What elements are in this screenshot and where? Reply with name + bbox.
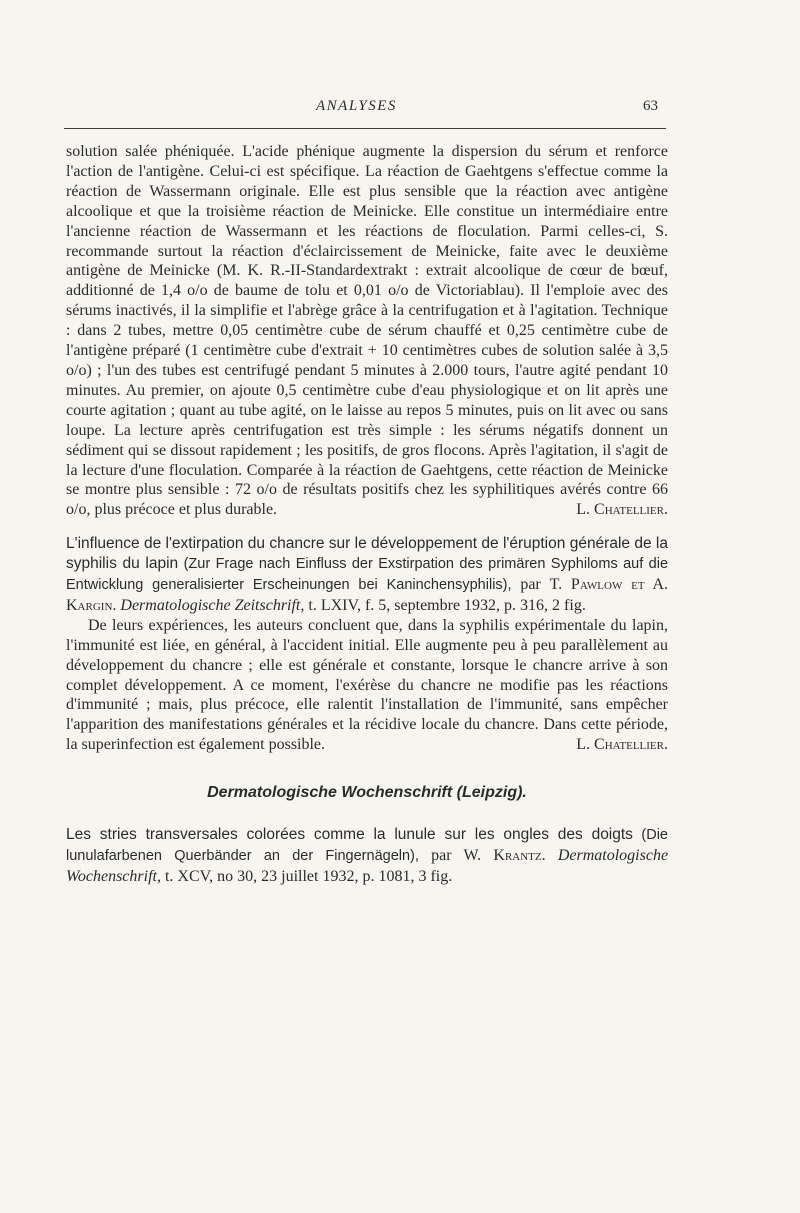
running-title: ANALYSES bbox=[316, 98, 397, 114]
page-header bbox=[66, 98, 666, 120]
article-title: Les stries transversales colorées comme la lunule sur les ongles des doigts bbox=[66, 826, 633, 844]
article-body bbox=[66, 616, 668, 755]
page-number: 63 bbox=[643, 98, 658, 114]
header-rule bbox=[64, 128, 666, 129]
article-header bbox=[66, 534, 668, 616]
continuation-paragraph bbox=[66, 142, 668, 520]
article-original-title: (Zur Frage nach Einfluss der Exstirpation des primären Syphiloms auf die Entwicklung generalisierter Erscheinungen bei Kaninchensyphilis), bbox=[66, 556, 669, 594]
article-authors: Krantz. bbox=[493, 847, 546, 864]
article-text: De leurs expériences, les auteurs concluent que, dans la syphilis expérimentale du lapin, l'immunité est liée, en général, à l'accident initial. Elle augmente peu à peu parallèlement au développement du chancre ; elle est générale et constante, lorsque le chancre arrive à son complet développement. A ce moment, l'exérèse du chancre ne modifie pas les réactions d'immunité ; mais, plus précoce, elle ralentit l'installation de l'immunité, sans empêcher l'apparition des manifestations générales et la récidive locale du chancre. Dans cette période, la superinfection est également possible. bbox=[66, 616, 668, 754]
continuation-text: solution salée phéniquée. L'acide phénique augmente la dispersion du sérum et renforce l'action de l'antigène. Celui-ci est spécifique. La réaction de Gaehtgens s'effectue comme la réaction de Wassermann originale. Elle est plus sensible que la réaction avec antigène alcoolique et que la troisième réaction de Meinicke. Elle constitue un intermédiaire entre l'ancienne réaction de Wassermann et les réactions de floculation. Parmi celles-ci, S. recommande surtout la réaction d'éclaircissement de Meinicke, faite avec le deuxième antigène de Meinicke (M. K. R.-II-Standardextrakt : extrait alcoolique de cœur de bœuf, additionné de 1,4 o/o de baume de tolu et 0,01 o/o de Victoriablau). Il l'emploie avec des sérums inactivés, il la simplifie et l'abrège grâce à la centrifugation et à l'agitation. Technique : dans 2 tubes, mettre 0,05 centimètre cube de sérum chauffé et 0,25 centimètre cube de l'antigène préparé (1 centimètre cube d'extrait + 10 centimètres cubes de solution salée à 3,5 o/o) ; l'un des tubes est centrifugé pendant 5 minutes à 2.000 tours, l'autre agité pendant 10 minutes. Au premier, on ajoute 0,5 centimètre cube d'eau physiologique et on lit après une courte agitation ; quant au tube agité, on le laisse au repos 5 minutes, puis on lit avec ou sans loupe. La lecture après centrifugation est très simple : les sérums négatifs donnent un sédiment qui se dissout rapidement ; les positifs, de gros flocons. Après l'agitation, il s'agit de la lecture d'une floculation. Comparée à la réaction de Gaehtgens, cette réaction de Meinicke se montre plus sensible : 72 o/o de résultats positifs chez les syphilitiques avérés contre 66 o/o, plus précoce et plus durable. bbox=[66, 143, 668, 519]
article-journal: Dermatologische Zeitschrift, bbox=[120, 596, 305, 614]
article-by: par W. bbox=[431, 847, 482, 864]
article-header bbox=[66, 825, 668, 887]
article-journal: Dermatologische Wochenschrift, bbox=[66, 847, 669, 885]
article-entry bbox=[66, 825, 668, 887]
article-by: par bbox=[520, 576, 541, 594]
signature: L. Chatellier. bbox=[576, 501, 668, 519]
journal-heading: Dermatologische Wochenschrift (Leipzig). bbox=[207, 784, 527, 802]
article-details: t. XCV, no 30, 23 juillet 1932, p. 1081, 3 fig. bbox=[164, 867, 453, 885]
article-details: t. LXIV, f. 5, septembre 1932, p. 316, 2 fig. bbox=[308, 596, 586, 614]
article-entry bbox=[66, 534, 668, 755]
signature: L. Chatellier. bbox=[576, 736, 668, 754]
article-original-title: (Die lunulafarbenen Querbänder an der Fingernägeln), bbox=[66, 827, 668, 864]
body-text bbox=[66, 142, 668, 887]
article-authors: T. Pawlow et A. Kargin. bbox=[66, 576, 669, 614]
article-title: L'influence de l'extirpation du chancre sur le développement de l'éruption générale de la syphilis du lapin bbox=[66, 535, 668, 573]
